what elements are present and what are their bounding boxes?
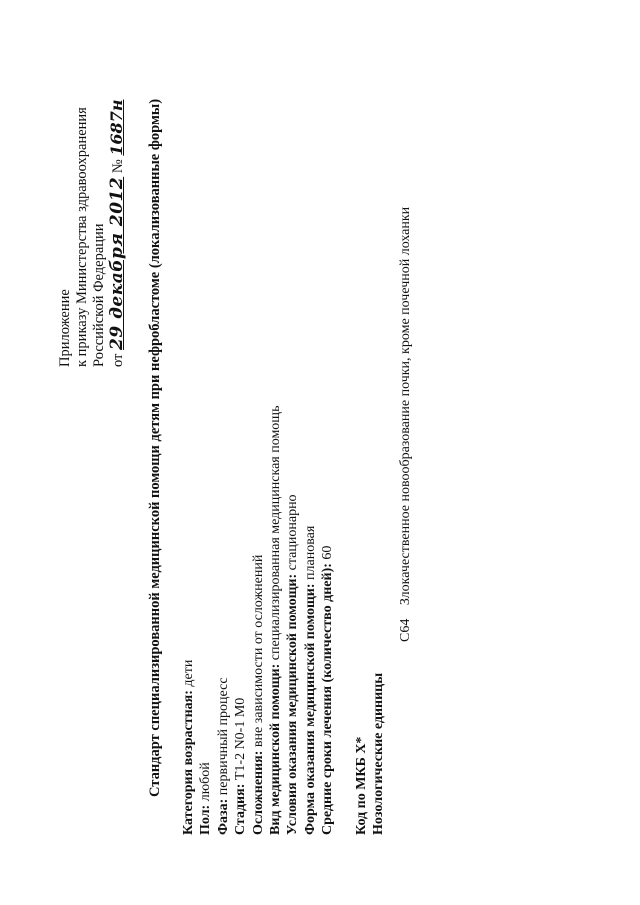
field-phase <box>215 406 232 835</box>
approval-line-1: Приложение <box>57 289 73 367</box>
field-value: плановая <box>302 525 318 584</box>
approval-date-prefix: от <box>110 353 126 367</box>
field-care-type <box>267 406 284 835</box>
number-sign: № <box>110 159 126 174</box>
diagnosis-code: C64 <box>398 618 413 642</box>
field-label: Стадия: <box>233 783 249 835</box>
field-treatment-duration <box>319 406 336 835</box>
approval-line-3: Российской Федерации <box>91 223 107 367</box>
diagnosis-name: Злокачественное новообразование почки, кроме почечной лоханки <box>398 206 413 606</box>
mkb-block <box>353 673 388 835</box>
field-care-form <box>302 406 319 835</box>
field-label: Средние сроки лечения (количество дней): <box>320 563 336 835</box>
field-label: Пол: <box>198 804 214 835</box>
field-complications <box>250 406 267 835</box>
field-label: Осложнения: <box>250 750 266 835</box>
nosology-label: Нозологические единицы <box>371 672 387 835</box>
mkb-code-label: Код по МКБ X* <box>354 736 369 835</box>
approval-block <box>57 100 127 368</box>
field-care-conditions <box>284 406 301 835</box>
field-label: Вид медицинской помощи: <box>268 663 284 835</box>
field-label: Категория возрастная: <box>181 690 196 835</box>
field-label: Фаза: <box>215 798 231 835</box>
field-age-category <box>180 406 197 835</box>
field-value: любой <box>198 762 214 805</box>
field-value: стационарно <box>285 494 301 574</box>
field-sex <box>197 406 214 835</box>
field-value: первичный процесс <box>215 677 231 799</box>
handwritten-order-number: 1687н <box>107 99 126 156</box>
field-value: 60 <box>320 545 336 564</box>
field-value: вне зависимости от осложнений <box>250 554 266 751</box>
approval-line-2: к приказу Министерства здравоохранения <box>74 107 90 367</box>
approval-line-4 <box>108 100 127 368</box>
document-title: Стандарт специализированной медицинской помощи детям при нефробластоме (локализованные формы) <box>147 98 163 797</box>
field-value: T1-2 N0-1 M0 <box>233 697 249 784</box>
field-stage <box>232 406 249 835</box>
field-value: дети <box>181 659 196 691</box>
standard-fields <box>180 406 337 835</box>
diagnosis-row <box>398 207 414 642</box>
field-label: Форма оказания медицинской помощи: <box>302 583 318 835</box>
handwritten-date: 29 декабря 2012 <box>107 176 127 350</box>
field-label: Условия оказания медицинской помощи: <box>285 573 301 835</box>
field-value: специализированная медицинская помощь <box>268 405 284 664</box>
